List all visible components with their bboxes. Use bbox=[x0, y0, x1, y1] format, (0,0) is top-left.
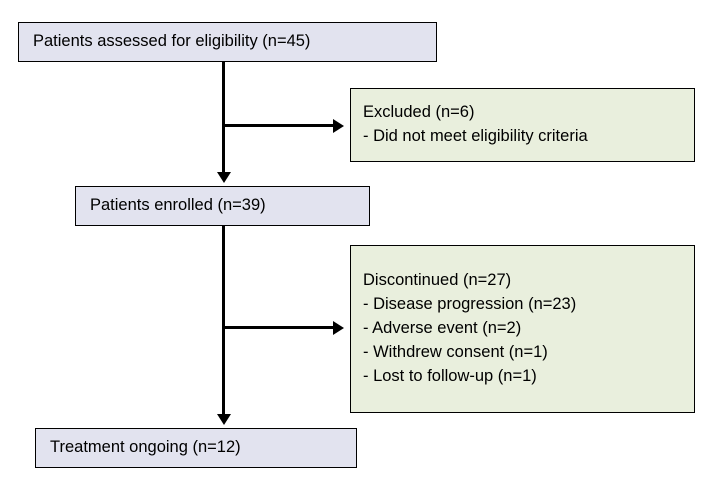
node-discontinued bbox=[350, 245, 695, 413]
node-discontinued-line-4: - Withdrew consent (n=1) bbox=[363, 342, 548, 361]
node-excluded-line-1: Excluded (n=6) bbox=[363, 103, 475, 122]
node-discontinued-line-2: - Disease progression (n=23) bbox=[363, 295, 577, 314]
connector-assessed-to-enrolled bbox=[222, 62, 225, 172]
connector-assessed-to-excluded bbox=[222, 124, 333, 127]
node-treatment-ongoing bbox=[35, 428, 357, 468]
connector-enrolled-to-discontinued bbox=[222, 326, 333, 329]
node-discontinued-line-5: - Lost to follow-up (n=1) bbox=[363, 366, 537, 385]
arrowhead-ongoing bbox=[217, 414, 231, 425]
node-patients-assessed bbox=[18, 22, 437, 62]
node-patients-enrolled bbox=[75, 186, 370, 226]
node-discontinued-line-1: Discontinued (n=27) bbox=[363, 271, 512, 290]
node-patients-assessed-line-1: Patients assessed for eligibility (n=45) bbox=[33, 32, 311, 51]
node-patients-enrolled-line-1: Patients enrolled (n=39) bbox=[90, 196, 266, 215]
arrowhead-discontinued bbox=[333, 321, 344, 335]
node-excluded-line-2: - Did not meet eligibility criteria bbox=[363, 127, 588, 145]
node-excluded bbox=[350, 88, 695, 162]
node-discontinued-line-3: - Adverse event (n=2) bbox=[363, 319, 522, 338]
connector-enrolled-to-ongoing bbox=[222, 226, 225, 414]
arrowhead-enrolled bbox=[217, 172, 231, 183]
node-treatment-ongoing-line-1: Treatment ongoing (n=12) bbox=[50, 438, 241, 457]
arrowhead-excluded bbox=[333, 119, 344, 133]
